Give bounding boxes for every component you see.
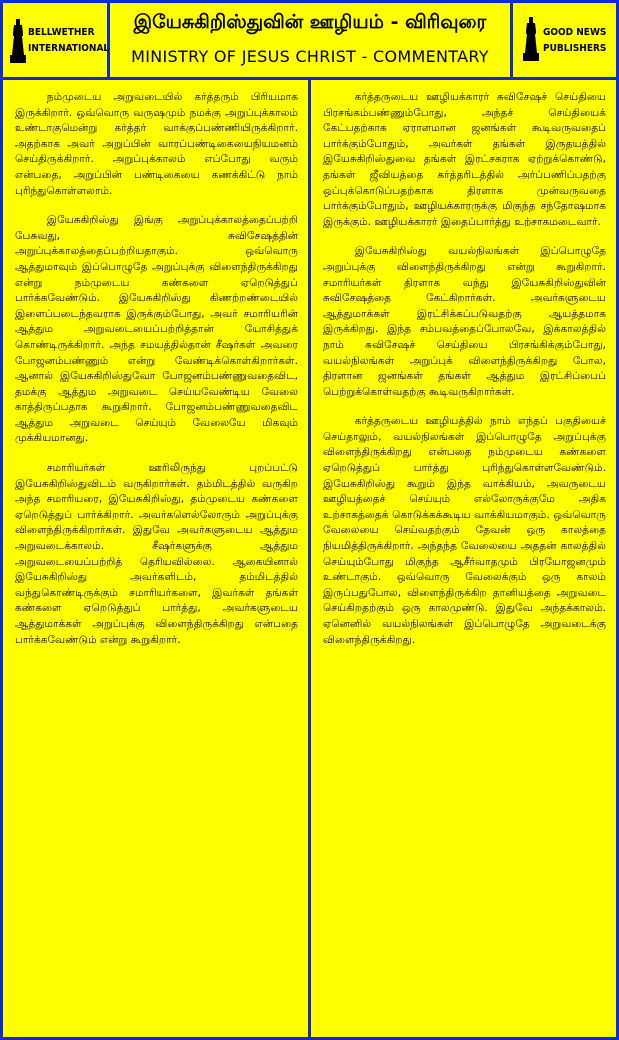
header bbox=[3, 3, 616, 77]
right-paragraph-2: இயேசுகிறிஸ்து வயல்நிலங்கள் இப்பொழுதே அறுப்புக்கு விளைந்திருக்கிறது என்று கூறுகிறார். சமாரியர்கள் திரளாக வந்து இயேசுகிறிஸ்துவின் சுவிசேஷத்தை கேட்கிறார்கள். அவர்களுடைய ஆத்துமாக்கள் இரட்சிக்கப்படுவதற்கு ஆயத்தமாக இருக்கிறது. இந்த சம்பவத்தைப்போலவே, இக்காலத்தில் நாம் சுவிசேஷச் செய்தியை பிரசங்கிக்கும்போது, வயல்நிலங்கள் அறுப்புக் விளைந்திருக்கிறது போல, திரளான ஜனங்கள் தங்கள் ஆத்தும இரட்சிப்பைப் பெற்றுக்கொள்வதற்கு கூடிவருகிறார்கள். bbox=[323, 245, 606, 398]
left-logo-line1: BELLWETHER bbox=[28, 27, 95, 38]
left-paragraph-2: இயேசுகிறிஸ்து இங்கு அறுப்புக்காலத்தைப்பற்றி பேசுவது, சுவிசேஷத்தின் அறுப்புக்காலத்தைப்பற்றியதாகும். ஒவ்வொரு ஆத்துமாவும் இப்பொழுதே அறுப்புக்கு விளைந்திருக்கிறது என்று நம்முடைய கண்களை ஏறெடுத்துப் பார்க்கவேண்டும். இயேசுகிறிஸ்து கிணற்றண்டையில் இளைப்படைந்தவராக இருக்கும்போது, அவர் சமாரியரின் ஆத்தும அறுவடையைப்பற்றித்தான் யோசித்துக் கொண்டிருக்கிறார். அந்த சமயத்தில்தான் சீஷர்கள் அவரை போஜனம்பண்ணும் என்று வேண்டிக்கொள்கிறார்கள். ஆனால் இயேசுகிறிஸ்துவோ போஜனம்பண்ணுவதைவிட, தமக்கு ஆத்தும அறுவடை செய்யவேண்டிய வேலை காத்திருப்பதாக கூறுகிறார். போஜனம்பண்ணுவதைவிட ஆத்தும அறுவடை செய்யும் வேலையே மிகவும் முக்கியமானது. bbox=[15, 214, 298, 445]
left-paragraph-1: நம்முடைய அறுவடையில் கர்த்தரும் பிரியமாக இருக்கிறார். ஒவ்வொரு வருஷமும் நமக்கு அறுப்புக்காலம் உண்டாகுமென்று கர்த்தர் வாக்குப்பண்ணியிருக்கிறார். அதற்காக அவர் அறுப்பின் வாரப்பண்டிகையைநியமனம் செய்திருக்கிறார். அறுப்புக்காலம் எப்போது வரும் என்பதை, அறுப்பின் பண்டிகையை கணக்கிட்டு நாம் புரிந்துகொள்ளலாம். bbox=[15, 91, 298, 197]
page-title-tamil: இயேசுகிறிஸ்துவின் ஊழியம் - விரிவுரை bbox=[133, 11, 487, 33]
right-logo-line2: PUBLISHERS bbox=[543, 43, 607, 54]
right-logo-panel bbox=[513, 3, 616, 77]
right-paragraph-1: கர்த்தருடைய ஊழியக்காரர் சுவிசேஷச் செய்தியை பிரசங்கம்பண்ணும்போது, அந்தச் செய்தியைக் கேட்பதற்காக ஏராளமான ஜனங்கள் கூடிவருவதைப் பார்க்கும்போதும், அவர்கள் தங்கள் இருதயத்தில் இயேசுகிறிஸ்துவை தங்கள் இரட்சகராக ஏற்றுக்கொண்டு, தங்கள் ஜீவியத்தை கர்த்தரிடத்தில் அர்ப்பணிப்பதற்கு ஒப்புக்கொடுப்பதற்காக திரளாக முன்வருவதை பார்க்கும்போதும், ஊழியக்காரருக்கு மிகுந்த சந்தோஷமாக இருக்கும். ஊழியக்காரர் இதைப்பார்த்து உற்சாகமடைவார். bbox=[323, 91, 606, 228]
left-column bbox=[3, 80, 308, 1037]
right-column bbox=[311, 80, 616, 1037]
page-title-english: MINISTRY OF JESUS CHRIST - COMMENTARY bbox=[131, 47, 489, 66]
left-logo-line2: INTERNATIONAL bbox=[28, 43, 110, 54]
left-logo-panel bbox=[3, 3, 110, 77]
right-logo-line1: GOOD NEWS bbox=[543, 27, 607, 38]
right-paragraph-3: கர்த்தருடைய ஊழியத்தில் நாம் எந்தப் பகுதியைச் செய்தாலும், வயல்நிலங்கள் இப்பொழுதே அறுப்புக்கு விளைந்திருக்கிறது என்பதை நம்முடைய கண்களை ஏறெடுத்துப் பார்த்து புரிந்துகொள்ளவேண்டும். இயேசுகிறிஸ்து கூறும் இந்த வாக்கியம், அவருடைய ஊழியத்தைச் செய்யும் எல்லோருக்குமே அதிக உற்சாகத்தைக் கொடுக்கக்கூடிய வாக்கியமாகும். ஒவ்வொரு வேலையை செய்வதற்கும் தேவன் ஒரு காலத்தை நியமித்திருக்கிறார். அந்தந்த வேலையை அததன் காலத்தில் செய்யும்போது மிகுந்த ஆசீர்வாதமும் பிரயோஜனமும் உண்டாகும். ஒவ்வொரு வேலைக்கும் ஒரு காலம் இருப்பதுபோல, விளைந்திருக்கிற தானியத்தை அறுவடை செய்கிறதற்கும் ஒரு காலமுண்டு. இதுவே அந்தக்காலம். ஏனெனில் வயல்நிலங்கள் இப்பொழுதே அறுவடைக்கு விளைந்திருக்கிறது. bbox=[323, 415, 606, 646]
tower-icon bbox=[523, 17, 539, 61]
tower-icon bbox=[10, 19, 26, 63]
title-panel bbox=[110, 3, 510, 77]
left-paragraph-3: சமாரியர்கள் ஊரிலிருந்து புறப்பட்டு இயேசுகிறிஸ்துவிடம் வருகிறார்கள். தம்மிடத்தில் வருகிற அந்த சமாரியரை, இயேசுகிறிஸ்து, தம்முடைய கண்களை ஏறெடுத்துப் பார்க்கிறார். அவர்களெல்லோரும் அறுப்புக்கு விளைந்திருக்கிறார்கள். இதுவே அவர்களுடைய ஆத்தும அறுவடைக்காலம். சீஷர்களுக்கு ஆத்தும அறுவடையைப்பற்றித் தெரியவில்லை. ஆகையினால் இயேசுகிறிஸ்து அவர்களிடம், தம்மிடத்தில் வந்துகொண்டிருக்கும் சமாரியர்களை, இவர்கள் தங்கள் கண்களை ஏறெடுத்துப் பார்த்து, அவர்களுடைய ஆத்துமாக்கள் அறுப்புக்கு விளைந்திருக்கிறது என்பதை பார்க்கவேண்டும் என்று கூறுகிறார். bbox=[15, 462, 298, 646]
